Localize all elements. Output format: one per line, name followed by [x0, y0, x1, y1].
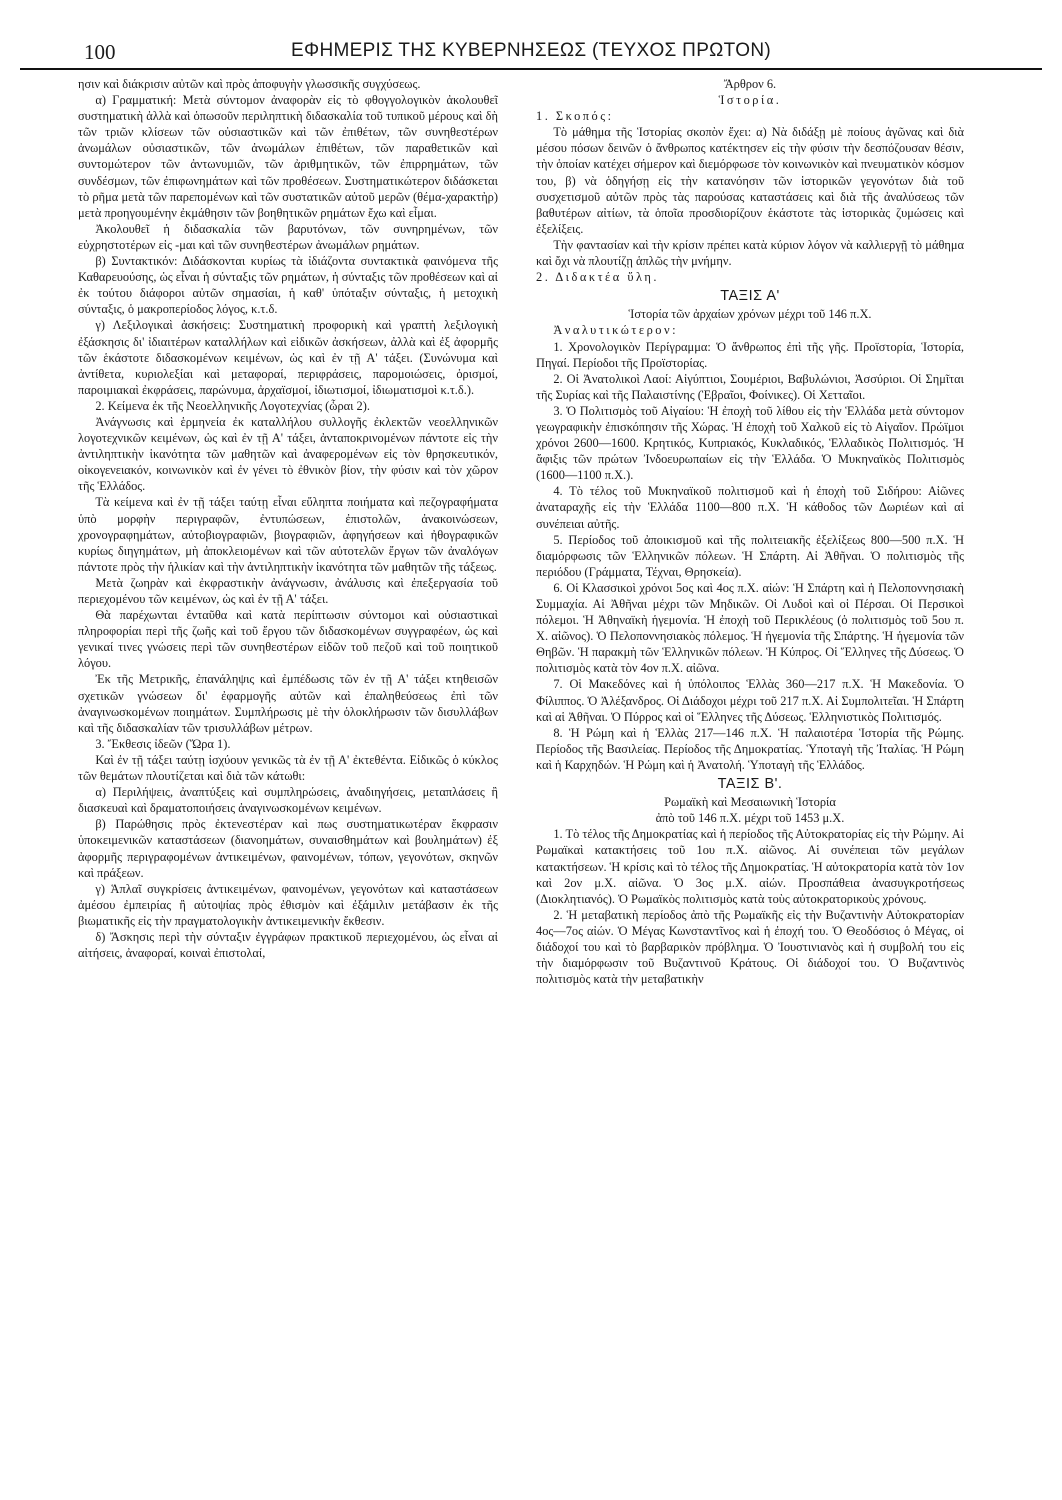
- paragraph: Θὰ παρέχωνται ἐνταῦθα καὶ κατὰ περίπτωσιν σύντομοι καὶ οὐσιαστικαὶ πληροφορίαι περὶ τῆς ζωῆς καὶ τοῦ ἔργου τῶν διδασκομένων συγγραφέων, ὡς καὶ γενικαί τινες γνώσεις περὶ τῶν συνηθεστέρων εἰδῶν τοῦ πεζοῦ καὶ τοῦ ποιητικοῦ λόγου.: [78, 608, 498, 671]
- paragraph: Τὰ κείμενα καὶ ἐν τῇ τάξει ταύτῃ εἶναι εὔληπτα ποιήματα καὶ πεζογραφήματα ὑπὸ μορφὴν περιγραφῶν, ἐντυπώσεων, ἐπιστολῶν, ἀνακοινώσεων, χρονογραφημάτων, αὐτοβιογραφιῶν, βιογραφιῶν, ἀφηγήσεων καὶ ἠθογραφικῶν κυρίως διηγημάτων, μὴ ἀποκλειομένων καὶ τῶν αὐτοτελῶν ἔργων τῶν ἀναλόγων πάντοτε πρὸς τὴν ἡλικίαν καὶ τὴν ἀντιληπτικὴν ἱκανότητα τῶν μαθητῶν τῆς τάξεως.: [78, 495, 498, 574]
- paragraph: ησιν καὶ διάκρισιν αὐτῶν καὶ πρὸς ἀποφυγὴν γλωσσικῆς συγχύσεως.: [78, 77, 421, 91]
- paragraph: Τὸ μάθημα τῆς Ἱστορίας σκοπὸν ἔχει: α) Νὰ διδάξῃ μὲ ποίους ἀγῶνας καὶ διὰ μέσου πόσων δεινῶν ὁ ἄνθρωπος κατέκτησεν εἰς τὴν φύσιν τὴν δεσπόζουσαν θέσιν, τὴν ὁποίαν κατέχει σήμερον καὶ διεμόρφωσε τὸν κοινωνικὸν καὶ πνευματικὸν κόσμον του, β) νὰ ὁδηγήσῃ εἰς τὴν κατανόησιν τῶν ἱστορικῶν γεγονότων διὰ τοῦ συσχετισμοῦ αὐτῶν πρὸς τὰς παρούσας καταστάσεις καὶ διὰ τῆς ἀναλύσεως τῶν βαθυτέρων αἰτίων, τὰ ὁποῖα προσδιορίζουν ἑκάστοτε τὰς ἱστορικὰς ζυμώσεις καὶ ἐξελίξεις.: [536, 125, 964, 236]
- list-item: 8. Ἡ Ρώμη καὶ ἡ Ἑλλὰς 217—146 π.Χ. Ἡ παλαιοτέρα Ἱστορία τῆς Ρώμης. Περίοδος τῆς Βασιλείας. Περίοδος τῆς Δημοκρατίας. Ὑποταγὴ τῆς Ἰταλίας. Ἡ Ρώμη καὶ ἡ Καρχηδών. Ἡ Ρώμη καὶ ἡ Ἀνατολή. Ὑποταγὴ τῆς Ἑλλάδος.: [536, 725, 964, 772]
- class-a-detail: Ἀναλυτικώτερον:: [553, 323, 679, 338]
- class-a-subtitle: Ἱστορία τῶν ἀρχαίων χρόνων μέχρι τοῦ 146 π.Χ.: [628, 307, 872, 322]
- paragraph: α) Περιλήψεις, ἀναπτύξεις καὶ συμπληρώσεις, ἀναδιηγήσεις, μεταπλάσεις ἢ διασκευαὶ καὶ δραματοποιήσεις ἀναγινωσκομένων κειμένων.: [78, 785, 498, 816]
- paragraph: Ἀκολουθεῖ ἡ διδασκαλία τῶν βαρυτόνων, τῶν συνηρημένων, τῶν εὐχρηστοτέρων εἰς -μαι καὶ τῶν συνηθεστέρων ἀνωμάλων ρημάτων.: [78, 221, 498, 252]
- class-b-subtitle: Ρωμαϊκὴ καὶ Μεσαιωνικὴ Ἱστορία: [664, 795, 836, 810]
- list-item: 1. Χρονολογικὸν Περίγραμμα: Ὁ ἄνθρωπος ἐπὶ τῆς γῆς. Προϊστορία, Ἱστορία, Πηγαί. Περίοδοι τῆς Προϊστορίας.: [536, 339, 964, 370]
- paragraph: γ) Ἁπλαῖ συγκρίσεις ἀντικειμένων, φαινομένων, γεγονότων καὶ καταστάσεων ἀμέσου ἐμπειρίας ἢ αὐτοψίας πρὸς ἐθισμὸν καὶ ἐξάμιλιν μετάβασιν ἐκ τῆς βιωματικῆς εἰς τὴν πραγματολογικὴν ἀντικειμενικὴν ἔκθεσιν.: [78, 881, 498, 928]
- article-number: Ἄρθρον 6.: [723, 77, 777, 91]
- paragraph: β) Συντακτικόν: Διδάσκονται κυρίως τὰ ἰδιάζοντα συντακτικὰ φαινόμενα τῆς Καθαρευούσης, ὡς εἶναι ἡ σύνταξις τῶν ρημάτων, ἡ σύνταξις τῶν προθέσεων καὶ αἱ ἐκ τούτου διάφοροι αὐτῶν σημασίαι, ἡ καθ' ὑπόταξιν σύνταξις, ἡ μετοχικὴ σύνταξις, ὁ μακροπερίοδος λόγος, κ.τ.δ.: [78, 254, 498, 317]
- paragraph: Ἐκ τῆς Μετρικῆς, ἐπανάληψις καὶ ἐμπέδωσις τῶν ἐν τῇ Α' τάξει κτηθεισῶν σχετικῶν γνώσεων δι' ἐφαρμογῆς αὐτῶν καὶ ἐπαληθεύσεως ἐπὶ τῶν ἀναγινωσκομένων ποιημάτων. Συμπλήρωσις μὲ τὴν ὁλοκλήρωσιν τῶν δισυλλάβων καὶ τῆς διδασκαλίαν τῶν τρισυλλάβων μέτρων.: [78, 672, 498, 735]
- paragraph: α) Γραμματική: Μετὰ σύντομον ἀναφορὰν εἰς τὸ φθογγολογικὸν ἀκολουθεῖ συστηματικὴ ἀλλὰ καὶ ὁπωσοῦν περιληπτικὴ διδασκαλία τοῦ τυπικοῦ μέρους καὶ δὴ τῶν τριῶν κλίσεων τῶν οὐσιαστικῶν καὶ τῶν ἐπιθέτων, τῶν συνηθεστέρων ἀνωμάλων οὐσιαστικῶν, τῶν ἀνωμάλων ἐπιθέτων, τῶν παραθετικῶν καὶ συντομώτερον τῶν ἀντωνυμιῶν, τῶν ἀριθμητικῶν, τῶν ἐπιρρημάτων, τῶν συνδέσμων, τῶν ἐπιφωνημάτων καὶ τῶν προθέσεων. Συστηματικώτερον διδάσκεται τὸ ρῆμα μετὰ τῶν παρεπομένων καὶ τῶν συστατικῶν αὐτοῦ μερῶν (θέμα-χαρακτὴρ) μετὰ προηγουμένην ἐκμάθησιν τῶν βοηθητικῶν ρημάτων ἔχω καὶ εἶμαι.: [78, 93, 498, 220]
- list-item: 7. Οἱ Μακεδόνες καὶ ἡ ὑπόλοιπος Ἑλλὰς 360—217 π.Χ. Ἡ Μακεδονία. Ὁ Φίλιππος. Ὁ Ἀλέξανδρος. Οἱ Διάδοχοι μέχρι τοῦ 217 π.Χ. Αἱ Συμπολιτεῖαι. Ἡ Σπάρτη καὶ αἱ Ἀθῆναι. Ὁ Πύρρος καὶ οἱ Ἕλληνες τῆς Δύσεως. Ἑλληνιστικὸς Πολιτισμός.: [536, 677, 964, 724]
- paragraph: δ) Ἄσκησις περὶ τὴν σύνταξιν ἐγγράφων πρακτικοῦ περιεχομένου, ὡς εἶναι αἱ αἰτήσεις, ἀναφοραί, κοιναὶ ἐπιστολαί,: [78, 929, 498, 961]
- list-item: 4. Τὸ τέλος τοῦ Μυκηναϊκοῦ πολιτισμοῦ καὶ ἡ ἐποχὴ τοῦ Σιδήρου: Αἰῶνες ἀναταραχῆς εἰς τὴν Ἑλλάδα 1100—800 π.Χ. Ἡ κάθοδος τῶν Δωριέων καὶ αἱ συνέπειαι αὐτῆς.: [536, 484, 964, 531]
- list-item: 2. Οἱ Ἀνατολικοὶ Λαοί: Αἰγύπτιοι, Σουμέριοι, Βαβυλώνιοι, Ἀσσύριοι. Οἱ Σημῖται τῆς Συρίας καὶ τῆς Παλαιστίνης (Ἑβραῖοι, Φοίνικες). Οἱ Χετταῖοι.: [536, 371, 964, 402]
- paragraph: Τὴν φαντασίαν καὶ τὴν κρίσιν πρέπει κατὰ κύριον λόγον νὰ καλλιεργῇ τὸ μάθημα καὶ ὄχι νὰ πλουτίζῃ ἁπλῶς τὴν μνήμην.: [536, 237, 964, 269]
- aim-heading: 1. Σκοπός:: [536, 109, 614, 124]
- list-item: 1. Τὸ τέλος τῆς Δημοκρατίας καὶ ἡ περίοδος τῆς Αὐτοκρατορίας εἰς τὴν Ρώμην. Αἱ Ρωμαϊκαὶ κατακτήσεις τοῦ 1ου π.Χ. αἰῶνος. Αἱ συνέπειαι τῶν μεγάλων κατακτήσεων. Ἡ κρίσις καὶ τὸ τέλος τῆς Δημοκρατίας. Ἡ αὐτοκρατορία κατὰ τὸν 1ον καὶ 2ον μ.Χ. αἰῶνα. Ὁ 3ος μ.Χ. αἰών. Προσπάθεια ἀνασυγκροτήσεως (Διοκλητιανός). Ὁ Ρωμαϊκὸς πολιτισμὸς κατὰ τοὺς αὐτοκρατορικοὺς χρόνους.: [536, 827, 964, 906]
- section-heading: 2. Κείμενα ἐκ τῆς Νεοελληνικῆς Λογοτεχνίας (ὧραι 2).: [95, 398, 370, 413]
- paragraph: β) Παρώθησις πρὸς ἐκτενεστέραν καὶ πως συστηματικωτέραν ἔκφρασιν ὑποκειμενικῶν καταστάσεων (διανοημάτων, συναισθημάτων καὶ βουλημάτων) ἐξ ἀφορμῆς περιγραφομένων ἀντικειμένων, φαινομένων, τόπων, γεγονότων, σκηνῶν καὶ πράξεων.: [78, 817, 498, 880]
- list-item: 5. Περίοδος τοῦ ἀποικισμοῦ καὶ τῆς πολιτειακῆς ἐξελίξεως 800—500 π.Χ. Ἡ διαμόρφωσις τῶν Ἑλληνικῶν πόλεων. Ἡ Σπάρτη. Αἱ Ἀθῆναι. Ὁ πολιτισμὸς τῆς περιόδου (Γράμματα, Τέχναι, Θρησκεία).: [536, 532, 964, 579]
- material-heading: 2. Διδακτέα ὕλη.: [536, 270, 659, 285]
- subject-title: Ἱστορία.: [718, 93, 782, 108]
- paragraph: Μετὰ ζωηρὰν καὶ ἐκφραστικὴν ἀνάγνωσιν, ἀνάλυσις καὶ ἐπεξεργασία τοῦ περιεχομένου τῶν κειμένων, ὡς καὶ ἐν τῇ Α' τάξει.: [78, 575, 498, 606]
- list-item: 6. Οἱ Κλασσικοὶ χρόνοι 5ος καὶ 4ος π.Χ. αἰών: Ἡ Σπάρτη καὶ ἡ Πελοποννησιακὴ Συμμαχία. Αἱ Ἀθῆναι μέχρι τῶν Μηδικῶν. Οἱ Λυδοὶ καὶ οἱ Πέρσαι. Οἱ Περσικοὶ πόλεμοι. Ἡ Ἀθηναϊκὴ ἡγεμονία. Ἡ ἐποχὴ τοῦ Περικλέους (ὁ πολιτισμὸς τοῦ 5ου π. Χ. αἰῶνος). Ὁ Πελοποννησιακὸς πόλεμος. Ἡ ἡγεμονία τῆς Σπάρτης. Ἡ ἡγεμονία τῶν Θηβῶν. Ἡ παρακμὴ τῶν Ἑλληνικῶν πόλεων. Ἡ Κύπρος. Οἱ Ἕλληνες τῆς Δύσεως. Ὁ πολιτισμὸς κατὰ τὸν 4ον π.Χ. αἰῶνα.: [536, 580, 964, 676]
- class-b-title: ΤΑΞΙΣ Β'.: [717, 776, 783, 793]
- page-header: [20, 38, 1042, 70]
- left-column: [78, 76, 498, 1481]
- paragraph: Καὶ ἐν τῇ τάξει ταύτῃ ἰσχύουν γενικῶς τὰ ἐν τῇ Α' ἐκτεθέντα. Εἰδικῶς ὁ κύκλος τῶν θεμάτων πλουτίζεται καὶ διὰ τῶν κάτωθι:: [78, 752, 498, 784]
- section-heading: 3. Ἔκθεσις ἰδεῶν (Ὥρα 1).: [95, 736, 231, 751]
- right-column: [536, 76, 964, 1481]
- paragraph: Ἀνάγνωσις καὶ ἑρμηνεία ἐκ καταλλήλου συλλογῆς ἐκλεκτῶν νεοελληνικῶν λογοτεχνικῶν κειμένων, ὡς καὶ ἐν τῇ Α' τάξει, ἀνταποκρινομένων πάντοτε εἰς τὴν ἀντιληπτικὴν ἱκανότητα τῶν μαθητῶν καὶ ἀναφερομένων εἰς τὸν θρησκευτικόν, οἰκογενειακόν, κοινωνικὸν καὶ ἐν γένει τὸ ἐθνικὸν βίον, τὴν φύσιν καὶ τὸν χῶρον τῆς Ἑλλάδος.: [78, 414, 498, 494]
- class-b-range: ἀπὸ τοῦ 146 π.Χ. μέχρι τοῦ 1453 μ.Χ.: [655, 811, 845, 826]
- class-a-title: ΤΑΞΙΣ Α': [720, 288, 780, 305]
- list-item: 3. Ὁ Πολιτισμὸς τοῦ Αἰγαίου: Ἡ ἐποχὴ τοῦ λίθου εἰς τὴν Ἑλλάδα μετὰ σύντομον γεωγραφικὴν ἐπισκόπησιν τῆς Χώρας. Ἡ ἐποχὴ τοῦ Χαλκοῦ εἰς τὸ Αἰγαῖον. Πρώϊμοι χρόνοι 2600—1600. Κρητικός, Κυπριακός, Κυκλαδικός, Ἑλλαδικὸς Πολιτισμός. Ἡ ἄφιξις τῶν πρώτων Ἰνδοευρωπαίων εἰς τὴν Ἑλλάδα. Ὁ Μυκηναϊκὸς Πολιτισμὸς (1600—1100 π.Χ.).: [536, 403, 964, 483]
- paragraph: γ) Λεξιλογικαὶ ἀσκήσεις: Συστηματικὴ προφορικὴ καὶ γραπτὴ λεξιλογικὴ ἐξάσκησις δι' ἰδιαιτέρων καταλλήλων καὶ εἰδικῶν ἀσκήσεων, ἀλλὰ καὶ ἐξ ἀφορμῆς τῶν ἑκάστοτε διδασκομένων κειμένων, ὡς καὶ ἐν τῇ Α' τάξει. (Συνώνυμα καὶ ἀντίθετα, κυριολεξίαι καὶ μεταφοραί, περιφράσεις, παρομοιώσεις, ὁρισμοί, παροιμιακαὶ ἐκφράσεις, παρώνυμα, ἀρχαϊσμοί, ἰδιωτισμοί, ἰδιωματισμοὶ κ.τ.δ.).: [78, 318, 498, 397]
- list-item: 2. Ἡ μεταβατικὴ περίοδος ἀπὸ τῆς Ρωμαϊκῆς εἰς τὴν Βυζαντινὴν Αὐτοκρατορίαν 4ος—7ος αἰών. Ὁ Μέγας Κωνσταντῖνος καὶ ἡ ἐποχή του. Ὁ Θεοδόσιος ὁ Μέγας, οἱ διάδοχοί του καὶ τὸ βαρβαρικὸν πρόβλημα. Ὁ Ἰουστινιανὸς καὶ ἡ συμβολή του εἰς τὴν διαμόρφωσιν τοῦ Βυζαντινοῦ Κράτους. Οἱ διάδοχοί του. Ὁ Βυζαντινὸς πολιτισμὸς κατὰ τὴν μεταβατικὴν: [536, 907, 964, 987]
- page-number: 100: [84, 40, 116, 64]
- gazette-title: ΕΦΗΜΕΡΙΣ ΤΗΣ ΚΥΒΕΡΝΗΣΕΩΣ (ΤΕΥΧΟΣ ΠΡΩΤΟΝ): [291, 40, 771, 61]
